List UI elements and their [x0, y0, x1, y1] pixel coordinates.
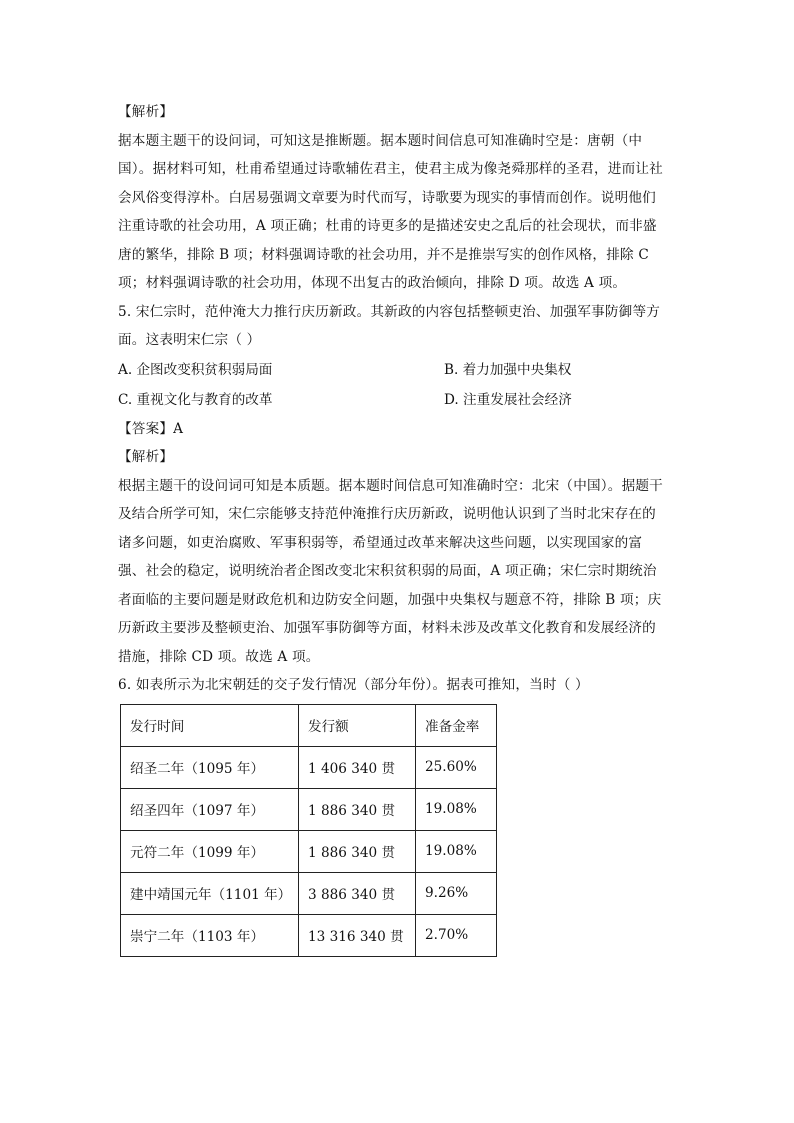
- table-header-cell: 准备金率: [416, 704, 497, 746]
- analysis-line: 会风俗变得淳朴。白居易强调文章要为时代而写，诗歌要为现实的事情而创作。说明他们: [118, 189, 656, 206]
- table-row: [121, 914, 497, 956]
- analysis-line: 历新政主要涉及整顿吏治、加强军事防御等方面，材料未涉及改革文化教育和发展经济的: [118, 620, 656, 636]
- table-row: [121, 746, 497, 788]
- option-a: A. 企图改变积贫积弱局面: [118, 361, 273, 378]
- analysis-heading: 【解析】: [118, 104, 174, 120]
- table-cell: 25.60%: [416, 746, 497, 788]
- table-header-cell: 发行额: [299, 704, 416, 746]
- analysis-line: 强、社会的稳定，说明统治者企图改变北宋积贫积弱的局面，A 项正确；宋仁宗时期统治: [118, 563, 657, 579]
- table-cell: 绍圣二年（1095 年）: [121, 746, 299, 788]
- table-row: [121, 788, 497, 830]
- analysis-line: 项；材料强调诗歌的社会功用，体现不出复古的政治倾向，排除 D 项。故选 A 项。: [118, 275, 627, 291]
- analysis-line: 者面临的主要问题是财政危机和边防安全问题，加强中央集权与题意不符，排除 B 项；庆: [118, 591, 662, 608]
- options-row-1: [118, 355, 688, 385]
- table-cell: 1 886 340 贯: [299, 788, 416, 830]
- table-cell: 建中靖国元年（1101 年）: [121, 872, 299, 914]
- analysis-line: 唐的繁华，排除 B 项；材料强调诗歌的社会功用，并不是推崇写实的创作风格，排除 C: [118, 246, 649, 263]
- table-cell: 2.70%: [416, 914, 497, 956]
- table-cell: 13 316 340 贯: [299, 914, 416, 956]
- table-row: [121, 872, 497, 914]
- analysis-line: 注重诗歌的社会功用，A 项正确；杜甫的诗更多的是描述安史之乱后的社会现状，而非盛: [118, 218, 657, 234]
- table-cell: 1 406 340 贯: [299, 746, 416, 788]
- table-cell: 19.08%: [416, 788, 497, 830]
- analysis-line: 及结合所学可知，宋仁宗能够支持范仲淹推行庆历新政，说明他认识到了当时北宋存在的: [118, 506, 656, 522]
- question-5-stem: 面。这表明宋仁宗（ ）: [118, 332, 261, 348]
- option-b: B. 着力加强中央集权: [444, 361, 572, 378]
- table-cell: 崇宁二年（1103 年）: [121, 914, 299, 956]
- table-cell: 元符二年（1099 年）: [121, 830, 299, 872]
- table-cell: 3 886 340 贯: [299, 872, 416, 914]
- analysis-line: 诸多问题，如吏治腐败、军事积弱等，希望通过改革来解决这些问题，以实现国家的富: [118, 534, 643, 551]
- analysis-line: 措施，排除 CD 项。故选 A 项。: [118, 648, 320, 665]
- option-d: D. 注重发展社会经济: [444, 391, 572, 408]
- option-c: C. 重视文化与教育的改革: [118, 391, 273, 408]
- analysis-line: 据本题主题干的设问词，可知这是推断题。据本题时间信息可知准确时空是：唐朝（中: [118, 132, 643, 149]
- question-5-stem: 5. 宋仁宗时，范仲淹大力推行庆历新政。其新政的内容包括整顿吏治、加强军事防御等方: [118, 303, 661, 320]
- analysis-line: 国）。据材料可知，杜甫希望通过诗歌辅佐君主，使君主成为像尧舜那样的圣君，进而让社: [118, 161, 663, 177]
- table-row: [121, 830, 497, 872]
- table-header-cell: 发行时间: [121, 704, 299, 746]
- analysis-heading: 【解析】: [118, 449, 174, 465]
- table-cell: 绍圣四年（1097 年）: [121, 788, 299, 830]
- document-page: [118, 98, 688, 957]
- options-row-2: [118, 385, 688, 415]
- table-header-row: [121, 704, 497, 746]
- jiaozi-issuance-table: [120, 704, 497, 957]
- answer-label: 【答案】A: [118, 420, 184, 437]
- table-cell: 19.08%: [416, 830, 497, 872]
- table-cell: 9.26%: [416, 872, 497, 914]
- question-6-stem: 6. 如表所示为北宋朝廷的交子发行情况（部分年份）。据表可推知，当时（ ）: [118, 677, 589, 693]
- analysis-line: 根据主题干的设问词可知是本质题。据本题时间信息可知准确时空：北宋（中国）。据题干: [118, 477, 663, 494]
- table-cell: 1 886 340 贯: [299, 830, 416, 872]
